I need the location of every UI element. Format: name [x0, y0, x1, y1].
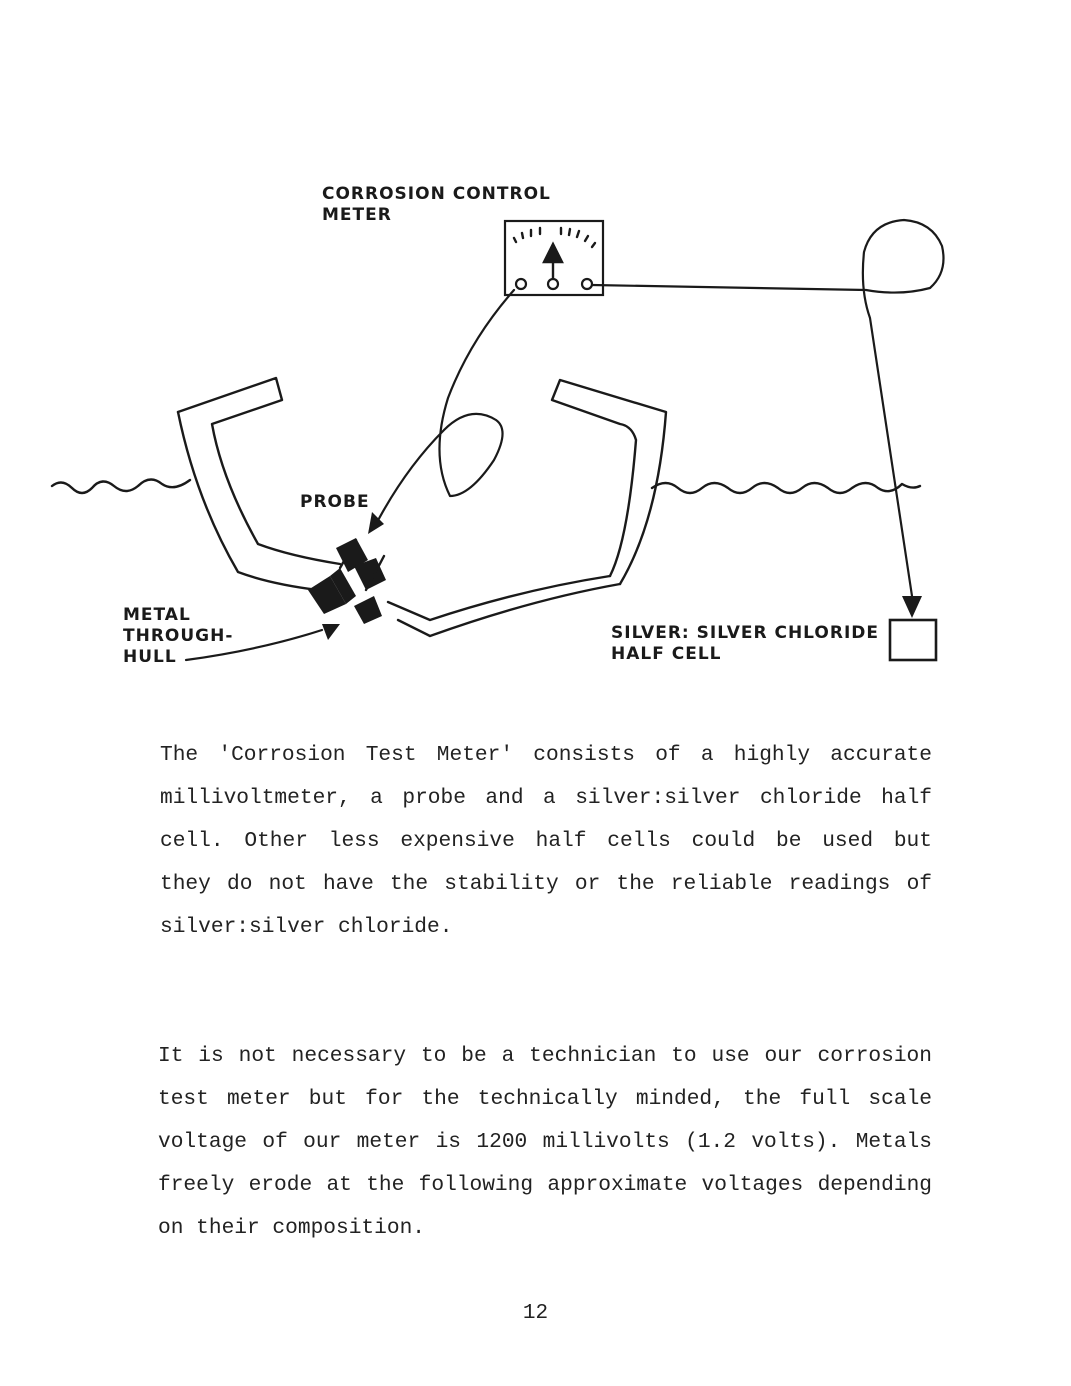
paragraph-line: voltage of our meter is 1200 millivolts (1.2 volts). Metals — [158, 1130, 932, 1154]
paragraph-line: freely erode at the following approximate voltages depending — [158, 1173, 932, 1197]
through-hull-fitting — [308, 538, 386, 624]
through-hull-label — [123, 605, 233, 668]
hull-outer-right — [552, 380, 666, 584]
hull-inner-left — [178, 412, 318, 590]
through-hull-label-line: THROUGH- — [123, 626, 234, 646]
water-line-left — [52, 479, 190, 493]
half-cell-label-line: SILVER: SILVER CHLORIDE — [611, 623, 879, 643]
paragraph-line: on their composition. — [158, 1216, 426, 1240]
paragraph-line: millivoltmeter, a probe and a silver:silver chloride half — [160, 786, 932, 810]
paragraph-meter-description — [160, 734, 932, 949]
paragraph-line: test meter but for the technically minded, the full scale — [158, 1087, 932, 1111]
paragraph-line: The 'Corrosion Test Meter' consists of a highly accurate — [160, 743, 932, 767]
through-hull-label-line: METAL — [123, 605, 191, 625]
paragraph-technical-note — [158, 1035, 932, 1250]
arrowheads — [322, 512, 922, 640]
wire-to-half-cell — [592, 220, 944, 596]
hull-outer-left — [178, 378, 340, 564]
half-cell-box — [890, 620, 936, 660]
paragraph-line: silver:silver chloride. — [160, 915, 453, 939]
half-cell-label-line: HALF CELL — [611, 644, 722, 664]
water-line-right — [652, 483, 920, 493]
meter-label-line: METER — [322, 205, 392, 225]
hull-bottom-inner — [398, 584, 620, 636]
paragraph-line: they do not have the stability or the reliable readings of — [160, 872, 932, 896]
meter-label — [322, 184, 551, 226]
page-number: 12 — [522, 1302, 549, 1325]
wire-to-probe — [374, 290, 514, 528]
paragraph-line: It is not necessary to be a technician to use our corrosion — [158, 1044, 932, 1068]
through-hull-label-line: HULL — [123, 647, 177, 667]
paragraph-line: cell. Other less expensive half cells could be used but — [160, 829, 932, 853]
meter-label-line: CORROSION CONTROL — [322, 184, 551, 204]
half-cell-label — [611, 623, 879, 665]
probe-label: PROBE — [300, 492, 370, 512]
